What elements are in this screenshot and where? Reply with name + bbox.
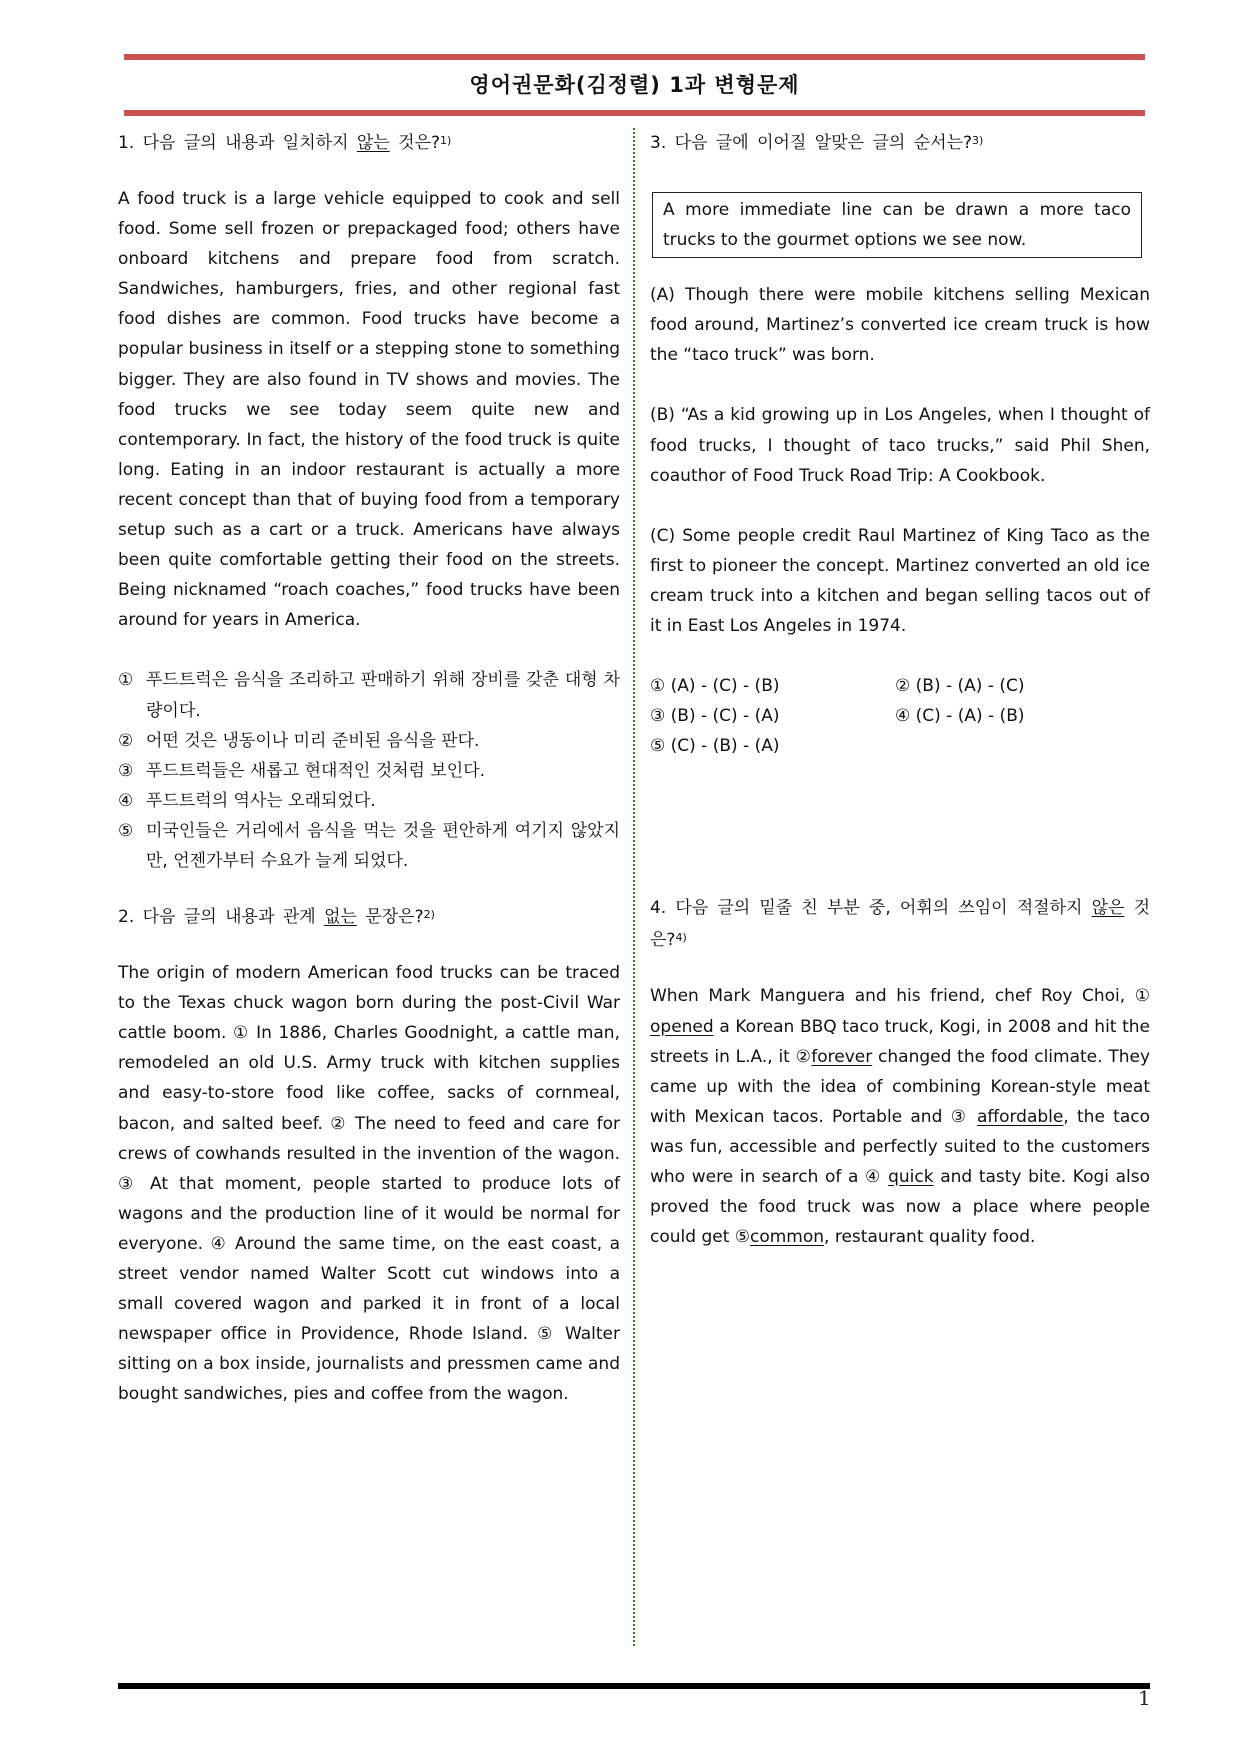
underlined-word-5: common xyxy=(750,1227,825,1248)
paragraph-b: (B) “As a kid growing up in Los Angeles, when I thought of food trucks, I thought of taco trucks,” said Phil Shen, coauthor of Food Truck Road Trip: A Cookbook. xyxy=(650,405,1150,486)
passage-text: and tasty bite. Kogi also proved the food truck was now a place where people could get ⑤ xyxy=(650,1166,1151,1248)
document-title: 영어권문화(김정렬) 1과 변형문제 xyxy=(469,73,800,97)
footnote-ref[interactable]: 2) xyxy=(423,908,435,922)
passage-text: When Mark Manguera and his friend, chef Roy Choi, ① xyxy=(650,986,1150,1007)
passage-text: , the taco was fun, accessible and perfectly suited to the customers who were in search of a ④ xyxy=(650,1106,1150,1187)
underlined-word-3: affordable xyxy=(976,1106,1064,1127)
option-1[interactable] xyxy=(118,665,620,725)
question-1-options xyxy=(118,665,620,876)
question-3-options xyxy=(650,671,1150,761)
underlined-word-2: forever xyxy=(811,1046,873,1067)
option-3[interactable] xyxy=(118,756,620,786)
question-2 xyxy=(118,900,620,1409)
prompt-text: 다음 글의 밑줄 친 부분 중, 어휘의 쓰임이 적절하지 xyxy=(675,898,1083,919)
page-number: 1 xyxy=(1138,1686,1151,1710)
question-4 xyxy=(650,893,1150,1252)
option-5[interactable]: ⑤ (C) - (B) - (A) xyxy=(650,736,780,757)
option-text: 푸드트럭은 음식을 조리하고 판매하기 위해 장비를 갖춘 대형 차량이다. xyxy=(146,670,620,721)
left-column xyxy=(118,126,620,1409)
option-1[interactable]: ① (A) - (C) - (B) xyxy=(650,676,780,697)
prompt-underlined: 않는 xyxy=(356,133,390,153)
footnote-ref[interactable]: 4) xyxy=(675,931,687,945)
prompt-text: 다음 글의 내용과 일치하지 xyxy=(142,133,349,153)
prompt-underlined: 없는 xyxy=(324,907,357,928)
question-1-passage: A food truck is a large vehicle equipped to cook and sell food. Some sell frozen or prepackaged food; others have onboard kitchens and prepare food from scratch. Sandwiches, hamburgers, fries, and other regional fast food dishes are common. Food trucks have become a popular business in itself or a stepping stone to something bigger. They are also found in TV shows and movies. The food trucks we see today seem quite new and contemporary. In fact, the history of the food truck is quite long. Eating in an indoor restaurant is actually a more recent concept than that of buying food from a temporary setup such as a cart or a truck. Americans have always been quite comfortable getting their food on the streets. Being nicknamed “roach coaches,” food trucks have been around for years in America. xyxy=(118,189,620,631)
question-1-prompt xyxy=(118,126,620,158)
question-2-passage: The origin of modern American food trucks can be traced to the Texas chuck wagon born during the post-Civil War cattle boom. ① In 1886, Charles Goodnight, a cattle man, remodeled an old U.S. Army truck with kitchen supplies and easy-to-store food like coffee, sacks of cornmeal, bacon, and salted beef. ② The need to feed and care for crews of cowhands resulted in the invention of the wagon. ③ At that moment, people started to produce lots of wagons and the production line of it would be normal for everyone. ④ Around the same time, on the east coast, a street vendor named Walter Scott cut windows into a small covered wagon and parked it in front of a local newspaper office in Providence, Rhode Island. ⑤ Walter sitting on a box inside, journalists and pressmen came and bought sandwiches, pies and coffee from the wagon. xyxy=(118,963,620,1405)
passage-text: changed the food climate. They came up with the idea of combining Korean-style meat with Mexican tacos. Portable and ③ xyxy=(650,1046,1150,1127)
option-4[interactable] xyxy=(118,786,620,816)
option-2[interactable] xyxy=(118,726,620,756)
question-4-prompt xyxy=(650,893,1150,955)
paragraph-a: (A) Though there were mobile kitchens selling Mexican food around, Martinez’s converted ice cream truck is how the “taco truck” was born. xyxy=(650,285,1150,366)
prompt-text-end: 것은? xyxy=(398,133,441,153)
underlined-word-1: opened xyxy=(650,1016,714,1037)
header-top-rule xyxy=(124,54,1145,60)
question-number: 3. xyxy=(650,133,667,153)
question-4-passage xyxy=(650,981,1150,1252)
footnote-ref[interactable]: 3) xyxy=(972,134,984,147)
option-4[interactable]: ④ (C) - (A) - (B) xyxy=(895,706,1025,727)
option-3[interactable]: ③ (B) - (C) - (A) xyxy=(650,706,780,727)
option-text: 푸드트럭들은 새롭고 현대적인 것처럼 보인다. xyxy=(146,760,486,781)
question-1 xyxy=(118,126,620,876)
prompt-text-end: 문장은? xyxy=(365,907,424,928)
prompt-underlined: 않은 xyxy=(1091,898,1125,919)
option-5[interactable] xyxy=(118,816,620,876)
question-number: 1. xyxy=(118,133,135,153)
option-number: ⑤ xyxy=(118,820,134,841)
right-column xyxy=(650,126,1150,1252)
option-number: ① xyxy=(118,670,134,691)
question-3-given-sentence-box: A more immediate line can be drawn a more taco trucks to the gourmet options we see now. xyxy=(652,192,1142,258)
footnote-ref[interactable]: 1) xyxy=(440,134,452,147)
question-number: 4. xyxy=(650,898,667,919)
question-2-prompt xyxy=(118,900,620,932)
option-2[interactable]: ② (B) - (A) - (C) xyxy=(895,676,1025,697)
column-divider xyxy=(633,128,635,1646)
option-number: ④ xyxy=(118,790,134,811)
paragraph-c: (C) Some people credit Raul Martinez of King Taco as the first to pioneer the concept. Martinez converted an old ice cream truck into a kitchen and began selling tacos out of it in East Los Angeles in 1974. xyxy=(650,525,1150,637)
option-text: 푸드트럭의 역사는 오래되었다. xyxy=(146,790,376,811)
prompt-text-end: 것은? xyxy=(650,898,1151,951)
option-text: 미국인들은 거리에서 음식을 먹는 것을 편안하게 여기지 않았지만, 언젠가부터 수요가 늘게 되었다. xyxy=(146,820,620,871)
passage-text: a Korean BBQ taco truck, Kogi, in 2008 and hit the streets in L.A., it ② xyxy=(650,1016,1150,1067)
footer-rule xyxy=(118,1683,1150,1689)
question-3 xyxy=(650,126,1150,761)
header-bottom-rule xyxy=(124,110,1145,116)
question-number: 2. xyxy=(118,907,135,928)
prompt-text: 다음 글의 내용과 관계 xyxy=(142,907,316,928)
prompt-text: 다음 글에 이어질 알맞은 글의 순서는? xyxy=(674,133,973,153)
option-text: 어떤 것은 냉동이나 미리 준비된 음식을 판다. xyxy=(146,730,480,751)
option-number: ③ xyxy=(118,760,134,781)
underlined-word-4: quick xyxy=(888,1166,934,1187)
question-3-prompt xyxy=(650,126,1150,158)
option-number: ② xyxy=(118,730,134,751)
passage-text: , restaurant quality food. xyxy=(824,1227,1036,1248)
